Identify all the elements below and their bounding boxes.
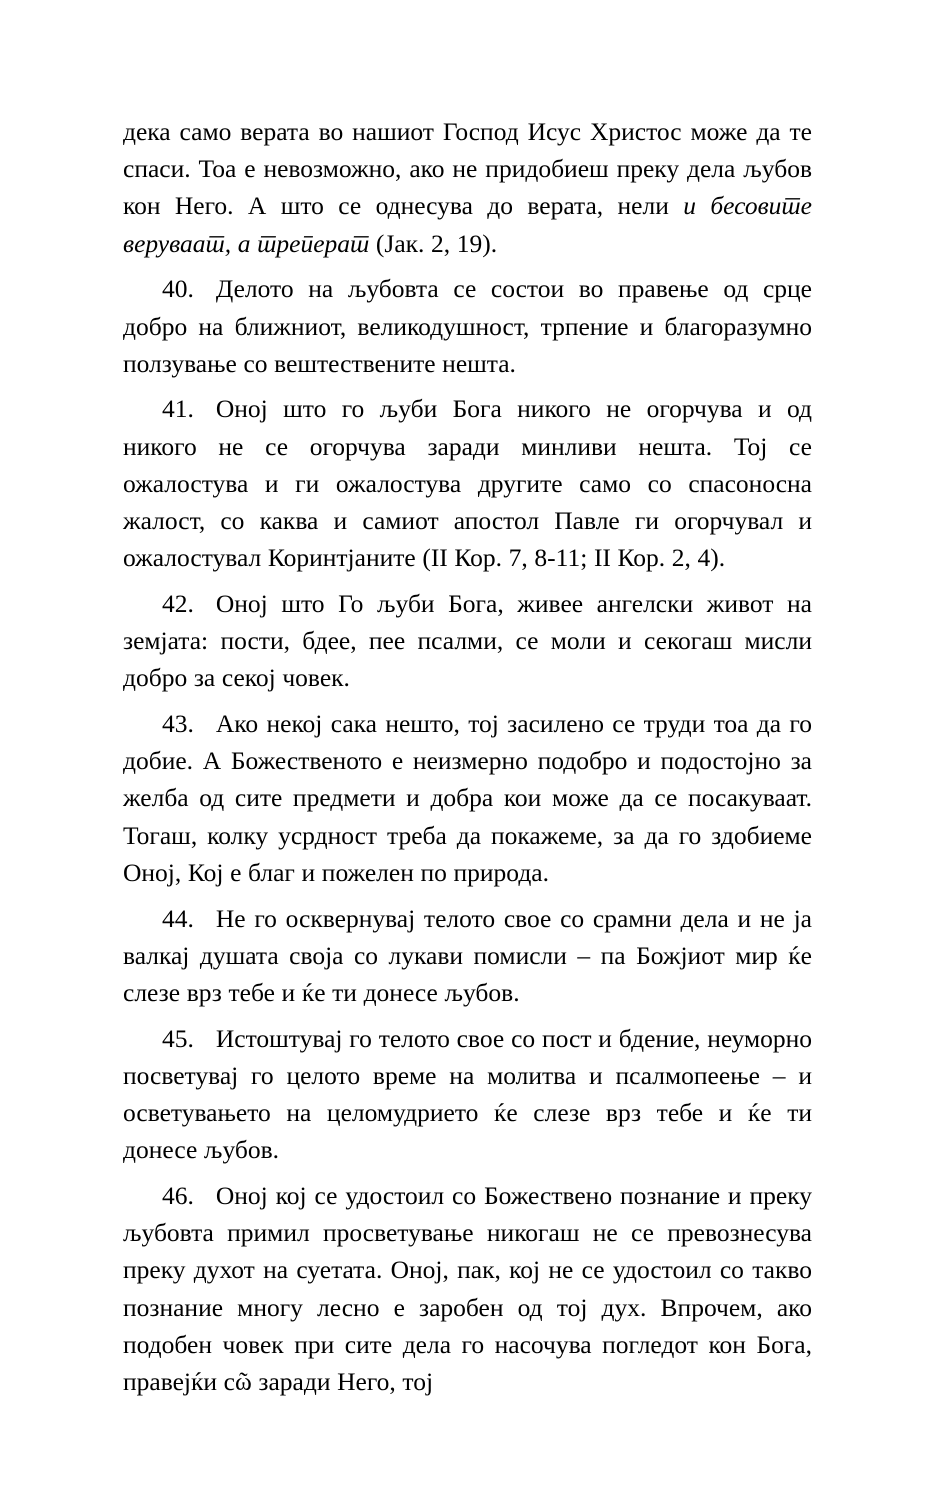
paragraph-text-44: Не го осквернувај телото свое со срамни дела и не ја валкај душата своја со лукави помисли – па Божјиот мир ќе слезе врз тебе и ќе ти донесе љубов. bbox=[123, 903, 812, 1007]
continuation-paragraph bbox=[123, 113, 812, 262]
numbered-paragraph-45 bbox=[123, 1020, 812, 1169]
paragraph-text-42: Оној што Го љуби Бога, живее ангелски живот на земјата: пости, бдее, пее псалми, се моли и секогаш мисли добро за секој човек. bbox=[123, 588, 812, 693]
paragraph-text-43: Ако некој сака нешто, тој засилено се труди тоа да го добие. А Божественото е неизмерно подобро и подостојно за желба од сите предмети и добра кои може да се посакуваат. Тогаш, колку усрдност треба да покажеме, за да го здобиеме Оној, Кој е благ и пожелен по природа. bbox=[123, 709, 812, 887]
paragraph-number-43: 43. bbox=[162, 709, 194, 739]
numbered-paragraph-44 bbox=[123, 900, 812, 1012]
scripture-reference: (Јак. 2, 19). bbox=[369, 228, 498, 258]
continuation-text-before-citation: дека само верата во нашиот Господ Исус Христос може да те спаси. Тоа е невозможно, ако не придобиеш преку дела љубов кон Него. А што се однесува до верата, нели bbox=[123, 117, 812, 221]
paragraph-number-45: 45. bbox=[162, 1023, 194, 1053]
paragraph-number-42: 42. bbox=[162, 588, 194, 618]
paragraph-number-44: 44. bbox=[162, 903, 194, 933]
numbered-paragraph-46 bbox=[123, 1177, 812, 1400]
paragraph-text-41: Оној што го љуби Бога никого не огорчува и од никого не се огорчува заради минливи нешта. Тој се ожалостува и ги ожалостува другите само со спасоносна жалост, со каква и самиот апостол Павле ги огорчувал и ожалостувал Коринтјаните (II Кор. 7, 8-11; II Кор. 2, 4). bbox=[123, 394, 812, 573]
paragraph-text-45: Истоштувај го телото свое со пост и бдение, неуморно посветувај го целото време на молитва и псалмопеење – и осветувањето на целомудрието ќе слезе врз тебе и ќе ти донесе љубов. bbox=[123, 1023, 812, 1165]
paragraph-number-46: 46. bbox=[162, 1180, 194, 1210]
paragraph-text-46: Оној кој се удостоил со Божествено познание и преку љубовта примил просветување никогаш не се превознесува преку духот на суетата. Оној, пак, кој не се удостоил со такво познание многу лесно е заробен од тој дух. Впрочем, ако подобен човек при сите дела го насочува погледот кон Бога, правејќи сῶ заради Него, тој bbox=[123, 1180, 812, 1396]
scripture-quote-italic: и бесовите веруваат, а треперат bbox=[123, 191, 812, 258]
text-column bbox=[123, 113, 812, 1400]
numbered-paragraph-40 bbox=[123, 270, 812, 382]
numbered-paragraph-43 bbox=[123, 705, 812, 891]
numbered-paragraph-42 bbox=[123, 585, 812, 697]
paragraph-number-41: 41. bbox=[162, 394, 194, 424]
paragraph-text-40: Делото на љубовта се состои во правење од срце добро на ближниот, великодушност, трпение и благоразумно ползување со вештествените нешта. bbox=[123, 274, 812, 378]
numbered-paragraph-41 bbox=[123, 390, 812, 576]
paragraph-number-40: 40. bbox=[162, 274, 194, 304]
